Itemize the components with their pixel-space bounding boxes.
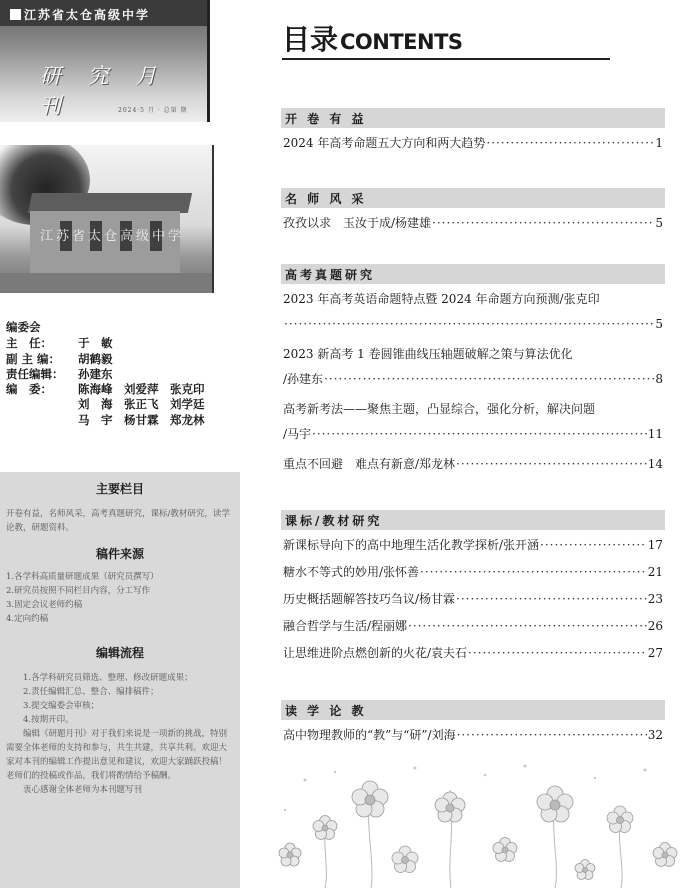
flower: [435, 792, 465, 822]
flow-heading: 编辑流程: [95, 646, 144, 660]
toc-page-number: 17: [647, 538, 663, 552]
toc-entry-title: 融合哲学与生活/程丽娜: [283, 619, 408, 633]
leader-dots: [468, 645, 647, 661]
toc-page-number: 8: [655, 372, 663, 386]
editorial-board: [6, 320, 240, 428]
toc-entry-title[interactable]: 高考新考法——聚焦主题，凸显综合，强化分析，解决问题: [283, 402, 596, 416]
toc-page-number: 27: [647, 646, 663, 660]
sources-list: [0, 570, 240, 626]
flower: [575, 860, 595, 880]
leader-dots: [486, 135, 654, 151]
title-en: CONTENTS: [340, 30, 463, 54]
editorial-role: [6, 413, 78, 428]
source-item: 2.研究员按照不同栏目内容，分工写作: [6, 586, 151, 596]
editorial-row: [6, 352, 240, 367]
flower: [352, 781, 388, 817]
editorial-role: 编 委：: [6, 382, 52, 397]
section-label: 读 学 论 教: [285, 704, 367, 718]
columns-heading: 主要栏目: [95, 482, 144, 496]
toc-entry[interactable]: [283, 591, 663, 607]
editorial-row: [6, 413, 240, 428]
toc-entry[interactable]: [283, 426, 663, 442]
toc-page-number: 5: [655, 216, 663, 230]
toc-page-number: 23: [647, 592, 663, 606]
section-header: [281, 510, 665, 530]
toc-page-number: 11: [647, 427, 663, 441]
toc-page-number: 32: [647, 728, 663, 742]
editorial-row: [6, 367, 240, 382]
editorial-row: [6, 382, 240, 397]
section-header: [281, 108, 665, 128]
section-header: [281, 264, 665, 284]
section-header: [281, 188, 665, 208]
flower: [493, 838, 517, 862]
flower: [279, 843, 301, 866]
toc-entry[interactable]: [283, 727, 663, 743]
flower: [313, 816, 337, 840]
toc-page-number: 14: [647, 457, 663, 471]
source-item: 3.固定会议老师约稿: [6, 600, 83, 610]
flow-item: 3.提交编委会审核；: [23, 701, 100, 711]
school-logo-icon: [10, 9, 21, 20]
sources-heading: 稿件来源: [95, 547, 144, 561]
magazine-issue: 2024·5 月 · 总第 期: [118, 107, 188, 114]
building-roof: [28, 193, 192, 213]
page-title: [282, 18, 463, 58]
toc-entry-title: 新课标导向下的高中地理生活化教学探析/张开涵: [283, 538, 540, 552]
editorial-names: 于 敏: [78, 336, 113, 351]
leader-dots: [324, 371, 654, 387]
toc-entry-title: 历史概括题解答技巧刍议/杨甘霖: [283, 592, 456, 606]
editorial-role: 副 主 编：: [6, 351, 61, 366]
toc-page-number: 5: [655, 317, 663, 331]
toc-entry[interactable]: [283, 537, 663, 553]
road: [0, 273, 212, 293]
editorial-row: [6, 336, 240, 351]
leader-dots: [457, 727, 647, 743]
toc-entry-title: 重点不回避 难点有新意/郑龙林: [283, 457, 456, 471]
section-label: 课标/教材研究: [285, 514, 383, 528]
toc-page-number: 21: [647, 565, 663, 579]
toc-entry-author: /孙建东: [283, 372, 324, 386]
toc-page-number: 1: [655, 136, 663, 150]
editorial-board-title: 编委会: [6, 320, 41, 334]
magazine-title: 研 究 月 刊: [40, 64, 167, 118]
editorial-names: 胡鹤毅: [78, 351, 113, 366]
leader-dots: [432, 215, 654, 231]
school-building-photo: [0, 145, 214, 293]
section-label: 高考真题研究: [285, 268, 376, 282]
editorial-rows: [6, 336, 240, 428]
building-sign: 江苏省太仓高级中学: [40, 229, 185, 244]
toc-entry-title: 糖水不等式的妙用/张怀善: [283, 565, 420, 579]
flower-decoration: [265, 760, 690, 888]
sidebar-info-panel: [0, 472, 240, 888]
toc-entry[interactable]: [283, 645, 663, 661]
toc-entry-title[interactable]: 2023 年高考英语命题特点暨 2024 年命题方向预测/张克印: [283, 292, 600, 306]
masthead-banner: [0, 0, 210, 122]
toc-entry[interactable]: [283, 215, 663, 231]
school-name: [10, 6, 150, 23]
editorial-names: 孙建东: [78, 366, 113, 381]
section-label: 名 师 风 采: [285, 192, 367, 206]
flow-item: 4.按期开印。: [23, 715, 74, 725]
editorial-row: [6, 397, 240, 412]
toc-entry[interactable]: [283, 618, 663, 634]
flower: [653, 843, 677, 867]
editorial-role: 责任编辑：: [6, 366, 64, 381]
source-item: 4.定向约稿: [6, 614, 49, 624]
leader-dots: [456, 456, 647, 472]
leader-dots: [312, 426, 647, 442]
flower: [607, 806, 633, 833]
leader-dots: [284, 316, 654, 332]
toc-entry[interactable]: [283, 135, 663, 151]
editorial-role: 主 任：: [6, 336, 52, 351]
toc-entry[interactable]: [283, 456, 663, 472]
toc-entry[interactable]: [283, 316, 663, 332]
section-label: 开 卷 有 益: [285, 112, 367, 126]
editorial-names: 刘 海 张正飞 刘学廷: [78, 397, 205, 412]
editorial-role: [6, 397, 78, 412]
leader-dots: [420, 564, 647, 580]
flow-item: 2.责任编辑汇总、整合、编排稿件；: [23, 687, 159, 697]
leader-dots: [540, 537, 647, 553]
source-item: 1.各学科高质量研题成果（研究员撰写）: [6, 572, 159, 582]
flow-item: 1.各学科研究员筛选、整理、修改研题成果；: [23, 673, 193, 683]
title-underline: [282, 58, 610, 60]
section-header: [281, 700, 665, 720]
toc-entry-title: 高中物理教师的“教”与“研”/刘海: [283, 728, 456, 742]
editorial-names: 马 宇 杨甘霖 郑龙林: [78, 412, 205, 427]
leader-dots: [408, 618, 647, 634]
left-column: [0, 0, 240, 888]
title-cn: 目录: [282, 23, 339, 56]
flow-list: [0, 671, 240, 797]
flow-item: 编辑《研题月刊》对于我们来说是一项新的挑战，特别需要全体老师的支持和参与，共生共建，共享共利。欢迎大家对本刊的编辑工作提出意见和建议，欢迎大家踊跃投稿！老师们的投稿或作品，我们将酌情给予稿酬。: [6, 729, 228, 781]
toc-entry-title: 2024 年高考命题五大方向和两大趋势: [283, 136, 486, 150]
toc-entry-title: 孜孜以求 玉汝于成/杨建雄: [283, 216, 432, 230]
toc-entry-title[interactable]: 2023 新高考 1 卷圆锥曲线压轴题破解之策与算法优化: [283, 347, 573, 361]
toc-entry-author: /马宇: [283, 427, 312, 441]
toc-page-number: 26: [647, 619, 663, 633]
toc-entry[interactable]: [283, 564, 663, 580]
flow-item: 衷心感谢全体老师为本刊题写刊: [23, 785, 143, 795]
columns-text: 开卷有益，名师风采，高考真题研究，课标/教材研究，读学论教，研题资料。: [6, 509, 230, 533]
flower: [392, 846, 418, 873]
school-name-text: 江苏省太仓高级中学: [24, 8, 151, 22]
flower: [537, 786, 573, 822]
toc-entry[interactable]: [283, 371, 663, 387]
leader-dots: [456, 591, 647, 607]
toc-entry-title: 让思维进阶点燃创新的火花/袁夫石: [283, 646, 468, 660]
editorial-names: 陈海峰 刘爱萍 张克印: [78, 382, 205, 397]
